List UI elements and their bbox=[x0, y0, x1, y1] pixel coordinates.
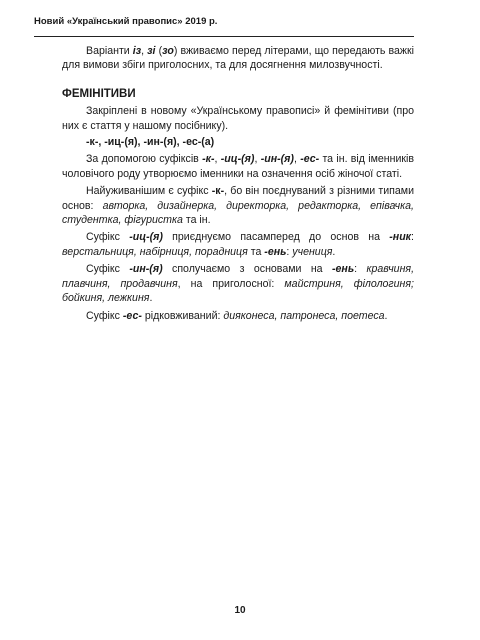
text: , на приголосної: bbox=[177, 277, 285, 290]
page-content bbox=[62, 44, 414, 323]
text: , bbox=[254, 153, 261, 166]
examples: авторка, дизайнерка, директорка, редакторка, епівачка, студентка, фігуристка bbox=[62, 199, 414, 227]
examples: дияконеса, патронеса, поетеса bbox=[223, 309, 385, 322]
text: За допомогою суфіксів bbox=[86, 153, 203, 166]
header-title: Новий «Український правопис» 2019 р. bbox=[34, 16, 218, 27]
suffix: -ин-(я) bbox=[260, 153, 294, 166]
text: . bbox=[384, 309, 388, 322]
text: . bbox=[149, 292, 153, 305]
suffix: -ник bbox=[389, 231, 412, 244]
suffix-list: -к-, -иц-(я), -ин-(я), -ес-(а) bbox=[86, 136, 215, 149]
text: ( bbox=[155, 45, 163, 57]
variant: із bbox=[132, 45, 142, 57]
suffix: -ень bbox=[264, 245, 287, 258]
examples: верстальниця, набірниця, порадниця bbox=[62, 245, 248, 258]
section-heading: ФЕМІНІТИВИ bbox=[62, 87, 136, 100]
text: : bbox=[286, 245, 293, 258]
suffix: -иц-(я) bbox=[220, 153, 255, 166]
examples: учениця bbox=[292, 245, 333, 258]
paragraph-6 bbox=[62, 262, 414, 305]
paragraph-4 bbox=[62, 184, 414, 227]
text: сполучаємо з основами на bbox=[162, 263, 332, 276]
examples: майстриня, філологиня; бойкиня, лежкиня bbox=[62, 277, 414, 305]
text: Варіанти bbox=[86, 45, 133, 57]
page-number: 10 bbox=[234, 605, 246, 616]
text: . bbox=[332, 245, 336, 258]
suffix: -ин-(я) bbox=[129, 263, 163, 276]
paragraph-5 bbox=[62, 230, 414, 259]
text: та ін. bbox=[182, 214, 211, 227]
text: Суфікс bbox=[86, 231, 130, 244]
examples: кравчиня, плавчиня, продавчиня bbox=[62, 263, 415, 290]
text: Суфікс bbox=[86, 263, 130, 276]
text: : bbox=[354, 263, 367, 276]
text: , бо він поєднуваний з різними типами основ: bbox=[62, 185, 414, 212]
text: , bbox=[293, 153, 301, 166]
text: та bbox=[247, 245, 265, 258]
text: , bbox=[141, 45, 148, 57]
text: та ін. від іменників чоловічого роду утворюємо іменники на означення осіб жіночої статі. bbox=[62, 153, 415, 180]
text: : bbox=[411, 231, 414, 244]
suffix: -ень bbox=[332, 263, 355, 276]
suffix: -к- bbox=[202, 153, 215, 166]
paragraph-7 bbox=[62, 309, 414, 323]
paragraph-3 bbox=[62, 152, 414, 181]
text: Суфікс bbox=[86, 309, 123, 322]
suffix: -ес- bbox=[300, 153, 320, 166]
paragraph-1: Закріплені в новому «Українському правописі» й фемінітиви (про них є стаття у нашому посібнику). bbox=[62, 105, 414, 132]
text: Найуживанішим є суфікс bbox=[86, 185, 212, 198]
suffix: -к- bbox=[211, 185, 225, 198]
variant: зо bbox=[162, 45, 174, 57]
suffix: -иц-(я) bbox=[129, 231, 163, 244]
text: рідковживаний: bbox=[141, 309, 224, 322]
intro-paragraph bbox=[62, 44, 414, 73]
variant: зі bbox=[147, 45, 156, 57]
text: , bbox=[214, 153, 221, 166]
running-header bbox=[34, 16, 414, 37]
suffix: -ес- bbox=[122, 309, 142, 322]
text: приєднуємо пасамперед до основ на bbox=[162, 231, 390, 244]
text: ) вживаємо перед літерами, що передають важкі для вимови збіги приголосних, та для досягнення милозвучності. bbox=[62, 45, 414, 72]
